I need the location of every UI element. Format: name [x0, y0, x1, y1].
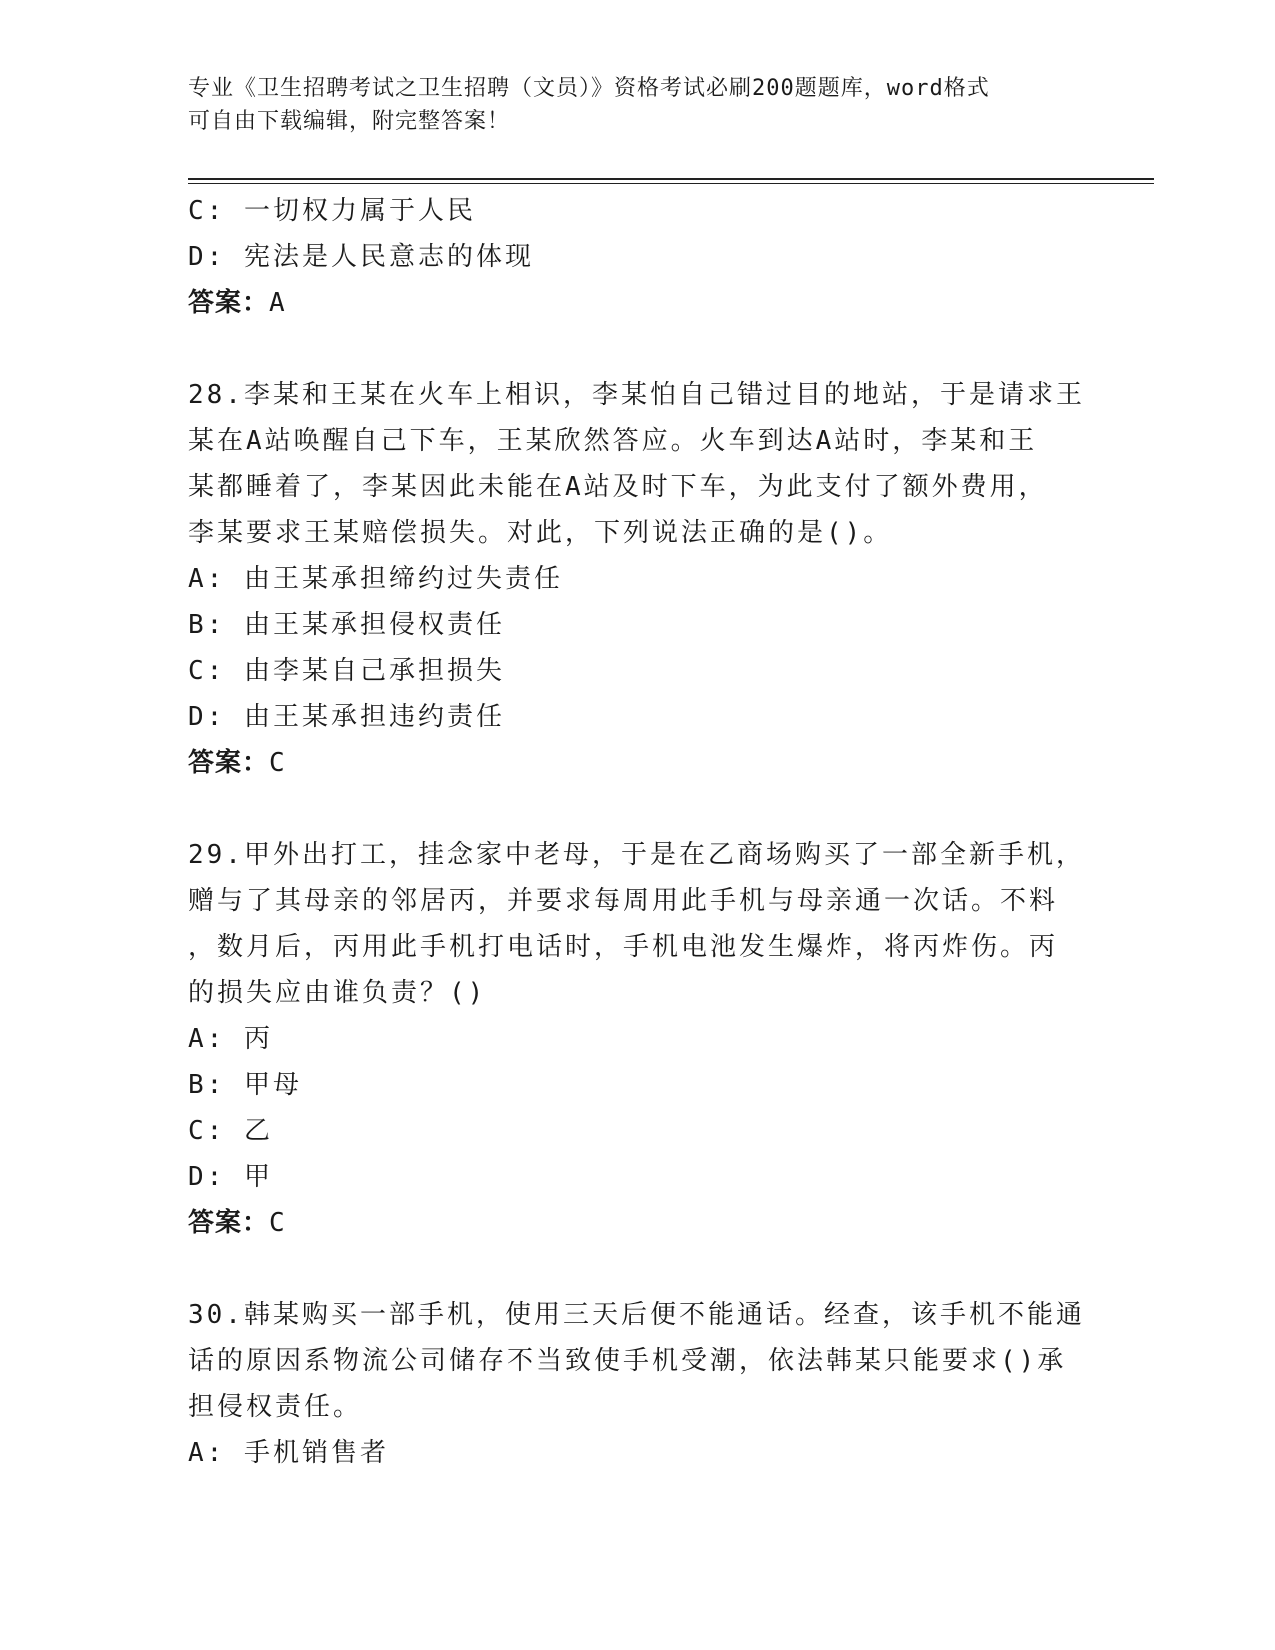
- option-label: C:: [188, 196, 226, 226]
- option-text: 甲母: [243, 1070, 302, 1100]
- option-text: 宪法是人民意志的体现: [243, 242, 534, 272]
- question-stem: [188, 832, 1088, 1016]
- option-label: A:: [188, 1024, 226, 1054]
- option-label: A:: [188, 564, 226, 594]
- option-b: [188, 602, 1088, 648]
- option-a: [188, 1016, 1088, 1062]
- stem-line: 某在A站唤醒自己下车，王某欣然答应。火车到达A站时，李某和王: [188, 426, 1038, 456]
- option-label: A:: [188, 1438, 226, 1468]
- answer-label: 答案：: [188, 748, 270, 778]
- header-divider-thin: [188, 183, 1154, 184]
- option-text: 由李某自己承担损失: [243, 656, 505, 686]
- stem-line: 的损失应由谁负责？(): [188, 978, 487, 1008]
- answer-label: 答案：: [188, 1208, 270, 1238]
- carryover-question: [188, 188, 1088, 326]
- stem-line: 30.韩某购买一部手机，使用三天后便不能通话。经查，该手机不能通: [188, 1300, 1085, 1330]
- option-text: 由王某承担侵权责任: [243, 610, 505, 640]
- option-text: 丙: [243, 1024, 273, 1054]
- stem-line: 李某要求王某赔偿损失。对此，下列说法正确的是()。: [188, 518, 893, 548]
- answer: [188, 740, 1088, 786]
- option-label: B:: [188, 1070, 226, 1100]
- page-header: [188, 72, 1088, 138]
- option-text: 由王某承担违约责任: [243, 702, 505, 732]
- header-line-1: 专业《卫生招聘考试之卫生招聘（文员）》资格考试必刷200题题库，word格式: [188, 76, 990, 101]
- answer: [188, 280, 1088, 326]
- header-divider-thick: [188, 178, 1154, 180]
- question-stem: [188, 1292, 1088, 1430]
- option-label: D:: [188, 702, 226, 732]
- header-line-2: 可自由下载编辑，附完整答案！: [188, 109, 511, 134]
- stem-line: 担侵权责任。: [188, 1392, 363, 1422]
- option-label: D:: [188, 1162, 226, 1192]
- spacer: [188, 786, 1088, 832]
- document-body: [188, 188, 1088, 1476]
- option-text: 由王某承担缔约过失责任: [243, 564, 563, 594]
- stem-line: 话的原因系物流公司储存不当致使手机受潮，依法韩某只能要求()承: [188, 1346, 1067, 1376]
- answer-label: 答案：: [188, 288, 270, 318]
- question-28: [188, 372, 1088, 786]
- stem-line: 28.李某和王某在火车上相识，李某怕自己错过目的地站，于是请求王: [188, 380, 1085, 410]
- option-d: [188, 1154, 1088, 1200]
- option-d: [188, 694, 1088, 740]
- option-c: [188, 1108, 1088, 1154]
- stem-line: 29.甲外出打工，挂念家中老母，于是在乙商场购买了一部全新手机，: [188, 840, 1085, 870]
- answer-value: A: [269, 288, 286, 318]
- answer: [188, 1200, 1088, 1246]
- option-c: [188, 188, 1088, 234]
- option-b: [188, 1062, 1088, 1108]
- option-label: B:: [188, 610, 226, 640]
- option-d: [188, 234, 1088, 280]
- stem-line: 某都睡着了，李某因此未能在A站及时下车，为此支付了额外费用，: [188, 472, 1048, 502]
- answer-value: C: [269, 1208, 286, 1238]
- question-29: [188, 832, 1088, 1246]
- stem-line: ，数月后，丙用此手机打电话时，手机电池发生爆炸，将丙炸伤。丙: [188, 932, 1059, 962]
- option-text: 乙: [243, 1116, 273, 1146]
- option-label: C:: [188, 1116, 226, 1146]
- option-a: [188, 1430, 1088, 1476]
- spacer: [188, 326, 1088, 372]
- option-c: [188, 648, 1088, 694]
- option-text: 手机销售者: [243, 1438, 389, 1468]
- option-label: C:: [188, 656, 226, 686]
- option-text: 一切权力属于人民: [243, 196, 476, 226]
- option-label: D:: [188, 242, 226, 272]
- question-30: [188, 1292, 1088, 1476]
- option-a: [188, 556, 1088, 602]
- answer-value: C: [269, 748, 286, 778]
- question-stem: [188, 372, 1088, 556]
- stem-line: 赠与了其母亲的邻居丙，并要求每周用此手机与母亲通一次话。不料: [188, 886, 1059, 916]
- option-text: 甲: [243, 1162, 273, 1192]
- spacer: [188, 1246, 1088, 1292]
